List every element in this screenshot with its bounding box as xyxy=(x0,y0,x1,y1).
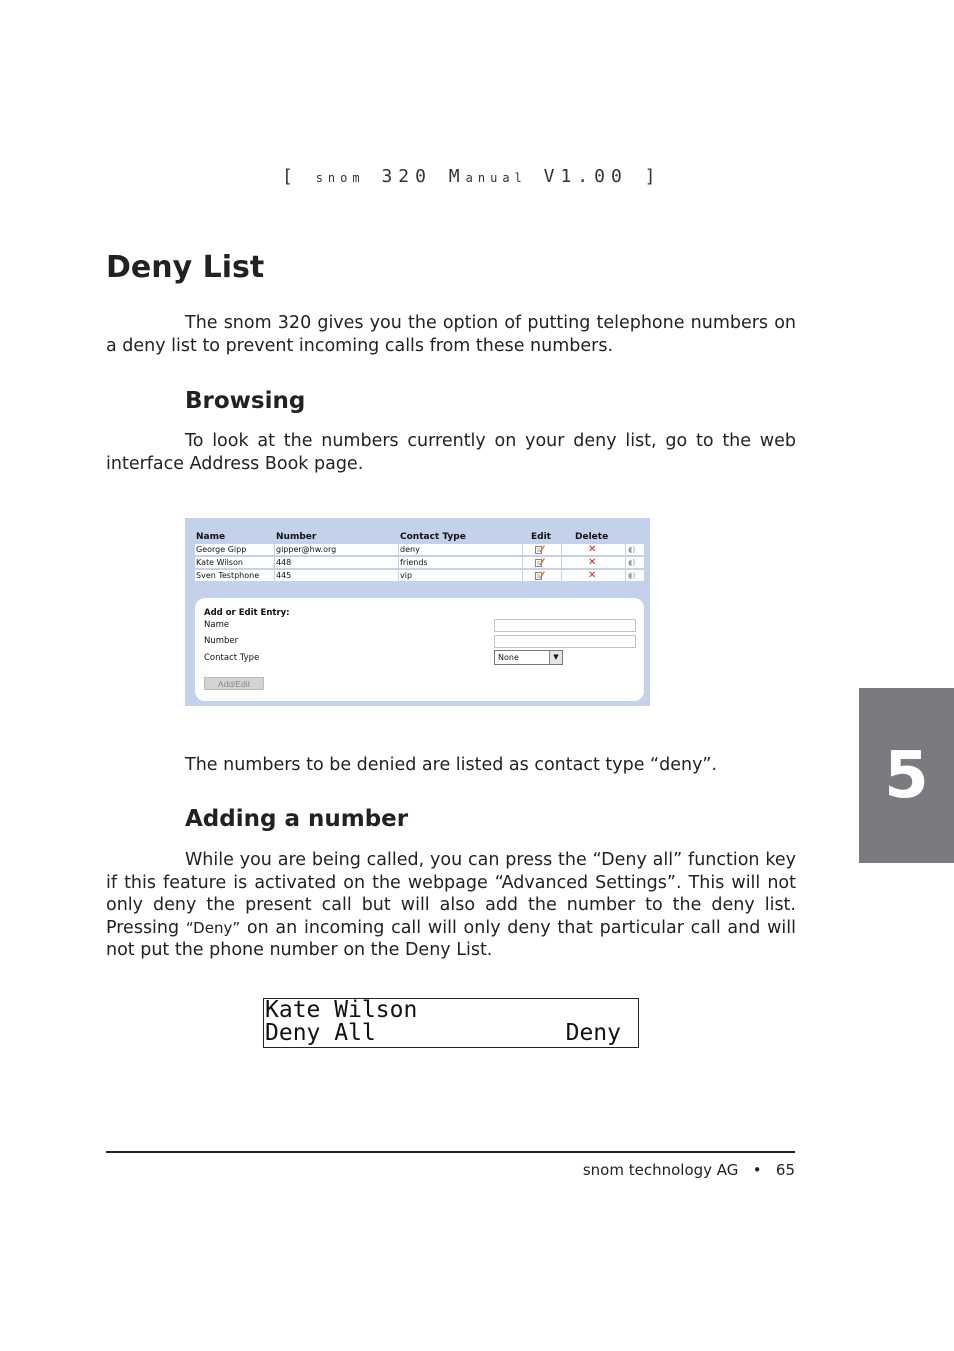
address-book-screenshot xyxy=(185,518,650,706)
browsing-heading: Browsing xyxy=(185,388,306,414)
number-label: Number xyxy=(204,636,239,646)
speaker-icon[interactable]: ◖) xyxy=(628,545,636,554)
row-number: 448 xyxy=(276,558,292,567)
adding-text-2: on an incoming call will only deny that particular call and will not put the phone number on the Deny List. xyxy=(106,917,796,960)
speaker-icon[interactable]: ◖) xyxy=(628,558,636,567)
number-input[interactable] xyxy=(494,635,636,648)
form-heading: Add or Edit Entry: xyxy=(204,608,290,618)
row-type: vip xyxy=(400,571,413,580)
row-name: Kate Wilson xyxy=(196,558,243,567)
adding-paragraph xyxy=(106,849,796,962)
bracket-open: [ xyxy=(282,166,299,187)
lcd-softkey-deny: Deny xyxy=(565,1020,621,1046)
row-number: gipper@hw.org xyxy=(276,545,337,554)
edit-icon[interactable] xyxy=(535,558,545,567)
footer-rule xyxy=(106,1151,795,1153)
table-row xyxy=(195,544,644,555)
adding-text-1: While you are being called, you can press the “Deny all” function key if this feature is activated on the webpage “Advanced Settings”. This will not only deny the present call but will also add the number to the deny list. Pressing xyxy=(106,850,796,938)
col-number-header: Number xyxy=(276,532,317,542)
intro-paragraph xyxy=(106,312,796,357)
delete-icon[interactable]: ✕ xyxy=(588,570,597,581)
page-footer xyxy=(420,1161,795,1179)
row-number: 445 xyxy=(276,571,292,580)
lcd-caller-name: Kate Wilson xyxy=(265,997,418,1023)
lcd-softkey-deny-all: Deny All xyxy=(265,1020,376,1046)
adding-heading: Adding a number xyxy=(185,806,409,832)
table-row xyxy=(195,570,644,581)
browsing-paragraph xyxy=(106,430,796,475)
adding-text-deny: “Deny” xyxy=(185,918,241,937)
bracket-close: ] xyxy=(644,166,662,187)
header-version: V1.00 xyxy=(543,166,628,187)
page-number: 65 xyxy=(775,1161,795,1179)
col-name-header: Name xyxy=(196,532,226,542)
footer-company: snom technology AG xyxy=(582,1161,739,1179)
browsing-text: To look at the numbers currently on your deny list, go to the web interface Address Book page. xyxy=(106,431,796,474)
delete-icon[interactable]: ✕ xyxy=(588,557,597,568)
row-name: George Gipp xyxy=(196,545,247,554)
row-name: Sven Testphone xyxy=(196,571,260,580)
name-label: Name xyxy=(204,620,230,630)
contact-type-label: Contact Type xyxy=(204,653,260,663)
header-model: 320 xyxy=(381,166,432,187)
header-manual-rest: anual xyxy=(465,171,527,185)
contact-type-select[interactable] xyxy=(494,650,563,665)
header-brand: snom xyxy=(315,171,365,185)
col-edit-header: Edit xyxy=(531,532,551,542)
col-type-header: Contact Type xyxy=(400,532,466,542)
chevron-down-icon[interactable]: ▼ xyxy=(549,651,562,664)
edit-icon[interactable] xyxy=(535,545,545,554)
row-type: friends xyxy=(400,558,428,567)
edit-icon[interactable] xyxy=(535,571,545,580)
running-header xyxy=(282,166,661,187)
add-edit-form xyxy=(195,598,644,701)
intro-text: The snom 320 gives you the option of putting telephone numbers on a deny list to prevent incoming calls from these numbers. xyxy=(106,313,796,356)
contact-type-value: None xyxy=(498,653,519,662)
phone-lcd-display xyxy=(263,998,639,1048)
col-delete-header: Delete xyxy=(575,532,609,542)
name-input[interactable] xyxy=(494,619,636,632)
speaker-icon[interactable]: ◖) xyxy=(628,571,636,580)
table-row xyxy=(195,557,644,568)
delete-icon[interactable]: ✕ xyxy=(588,544,597,555)
chapter-tab: 5 xyxy=(859,688,954,863)
header-manual-initial: M xyxy=(448,166,466,187)
page-title: Deny List xyxy=(106,250,265,285)
deny-note: The numbers to be denied are listed as contact type “deny”. xyxy=(185,755,718,775)
row-type: deny xyxy=(400,545,420,554)
footer-bullet: • xyxy=(752,1161,762,1179)
add-edit-button[interactable]: Add/Edit xyxy=(204,677,264,690)
